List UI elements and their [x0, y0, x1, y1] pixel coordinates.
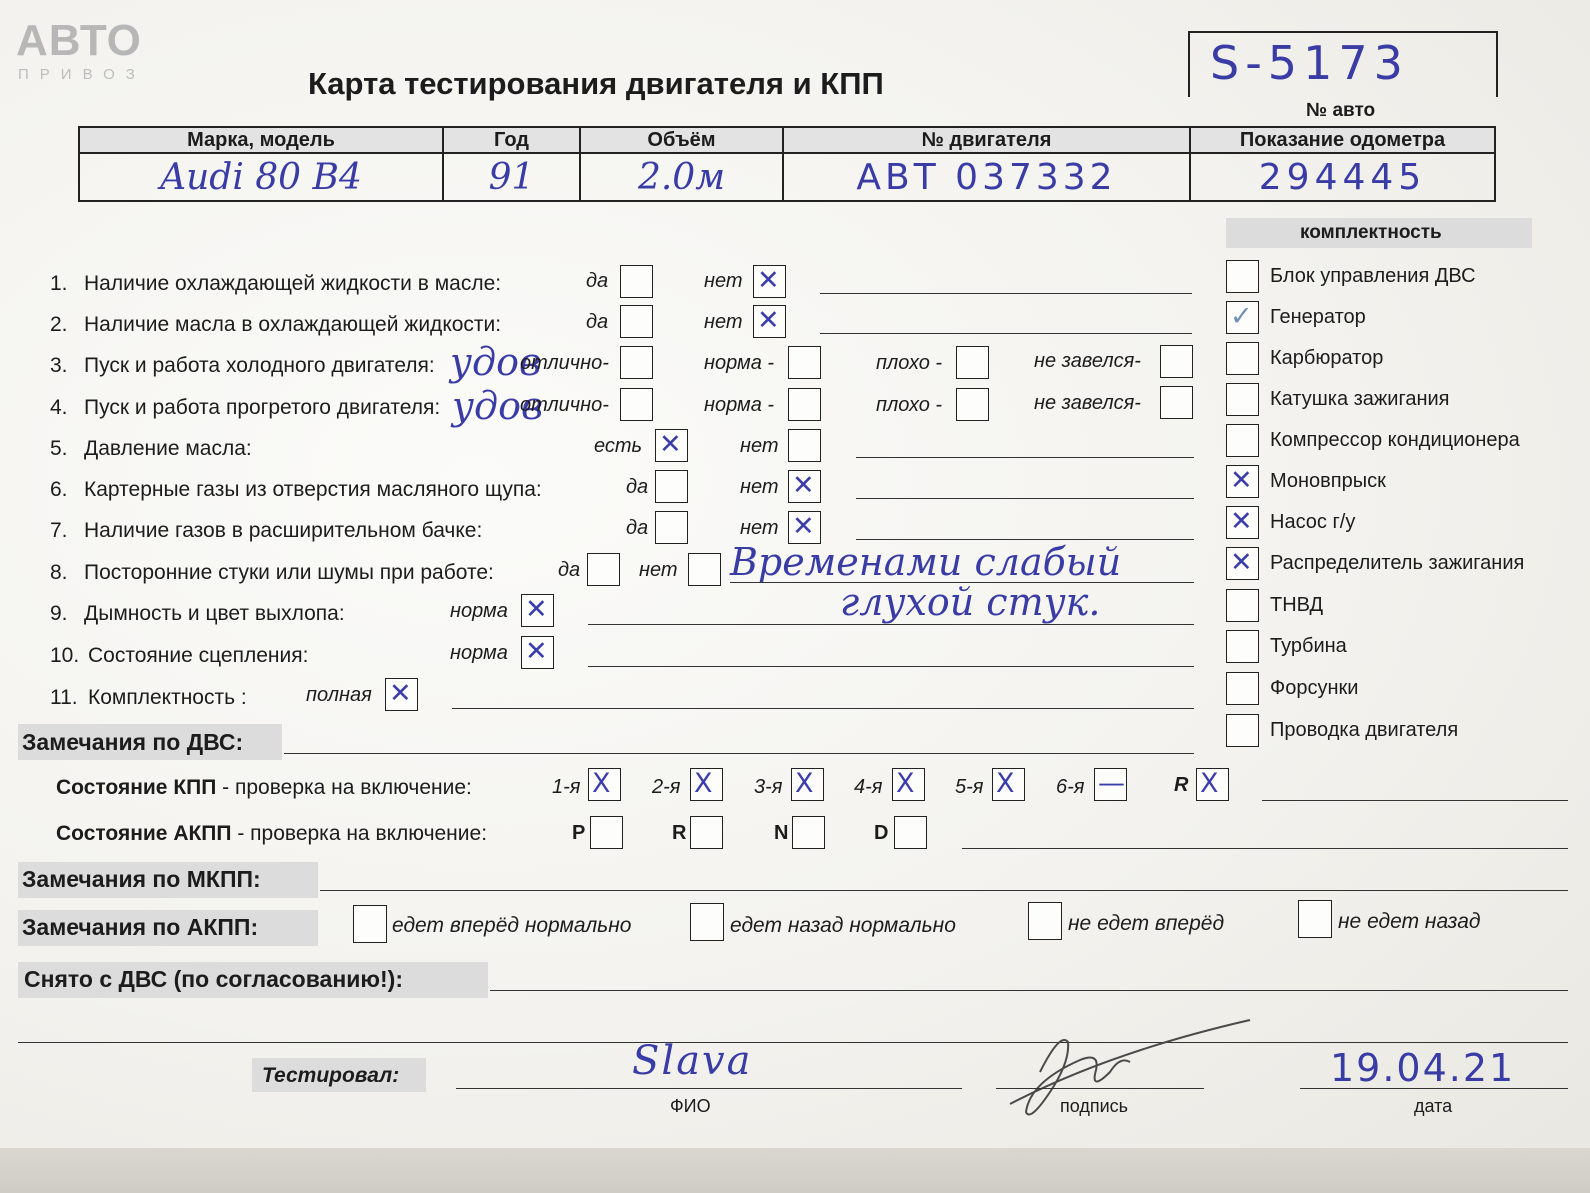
kpp-label: Состояние КПП - проверка на включение:	[56, 776, 472, 799]
value-year: 91	[488, 156, 535, 198]
check-5-absent-box[interactable]	[788, 429, 821, 462]
check-11-num: 11.	[50, 686, 78, 709]
check-8-no-box[interactable]	[688, 553, 721, 586]
col-odometer: Показание одометра	[1190, 127, 1495, 153]
check-4-label: Пуск и работа прогретого двигателя:	[84, 396, 441, 419]
check-8-label: Посторонние стуки или шумы при работе:	[84, 561, 494, 584]
check-3-opt-bad: плохо -	[876, 352, 943, 374]
value-odometer: 294445	[1258, 156, 1427, 198]
check-2-no-box[interactable]	[753, 305, 786, 338]
gear-5-label: 5-я	[955, 776, 984, 798]
check-11-label: Комплектность :	[88, 686, 247, 709]
checkmark-icon: ✕	[1230, 506, 1253, 537]
check-3-opt-excellent: отлично-	[520, 352, 609, 374]
check-5-line	[856, 457, 1194, 458]
page-title: Карта тестирования двигателя и КПП	[308, 66, 884, 101]
check-7-opt-no: нет	[740, 517, 779, 539]
akpp-label: Состояние АКПП - проверка на включение:	[56, 822, 488, 845]
check-1-label: Наличие охлаждающей жидкости в масле:	[84, 272, 502, 295]
mkpp-line	[320, 890, 1568, 891]
gear-4-box[interactable]	[892, 768, 925, 801]
value-engine-no: ABT 037332	[856, 156, 1117, 198]
extra-line	[18, 1042, 1568, 1043]
check-9-line	[588, 624, 1194, 625]
removed-label: Снято с ДВС (по согласованию!):	[24, 966, 403, 992]
check-6-opt-no: нет	[740, 476, 779, 498]
check-2-line	[820, 333, 1192, 334]
gear-1-box[interactable]	[588, 768, 621, 801]
completeness-box-8[interactable]	[1226, 547, 1259, 580]
akpp-line	[962, 848, 1568, 849]
check-3-opt-normal: норма -	[704, 352, 775, 374]
engine-remarks-label: Замечания по ДВС:	[22, 729, 244, 755]
check-1-no-box[interactable]	[753, 265, 786, 298]
check-5-opt-absent: нет	[740, 435, 779, 457]
gear-6-box[interactable]	[1094, 768, 1127, 801]
check-3-num: 3.	[50, 354, 68, 377]
signature-label: подпись	[1060, 1096, 1129, 1116]
completeness-item-5: Компрессор кондиционера	[1270, 429, 1520, 451]
completeness-box-7[interactable]	[1226, 506, 1259, 539]
check-8-opt-no: нет	[639, 559, 678, 581]
check-9-opt-normal: норма	[450, 600, 508, 622]
check-3-note: удов	[450, 340, 542, 384]
completeness-box-2[interactable]	[1226, 301, 1259, 334]
akpp-mode-d-box[interactable]	[894, 816, 927, 849]
check-2-opt-yes: да	[586, 311, 609, 333]
checkmark-icon: X	[1200, 768, 1219, 799]
check-7-num: 7.	[50, 519, 68, 542]
akpp-mode-n-box[interactable]	[792, 816, 825, 849]
checkmark-icon: ✓	[1230, 301, 1253, 332]
checkmark-icon: ✕	[757, 305, 780, 336]
check-1-num: 1.	[50, 272, 68, 295]
check-4-excellent-box[interactable]	[620, 388, 653, 421]
akpp-remarks-label: Замечания по АКПП:	[22, 914, 259, 940]
completeness-box-10[interactable]	[1226, 630, 1259, 663]
check-2-label: Наличие масла в охлаждающей жидкости:	[84, 313, 502, 336]
gear-3-label: 3-я	[754, 776, 783, 798]
fio-label: ФИО	[670, 1096, 711, 1116]
akpp-mode-r-label: R	[672, 822, 687, 844]
check-10-normal-box[interactable]	[521, 636, 554, 669]
completeness-item-8: Распределитель зажигания	[1270, 552, 1525, 574]
value-volume: 2.0м	[637, 156, 726, 198]
check-1-yes-box[interactable]	[620, 265, 653, 298]
kpp-line	[1262, 800, 1568, 801]
checkmark-icon: X	[996, 768, 1015, 799]
completeness-item-10: Турбина	[1270, 635, 1347, 657]
akpp-mode-p-label: P	[572, 822, 586, 844]
check-1-opt-no: нет	[704, 270, 743, 292]
logo-sub: ПРИВОЗ	[18, 66, 146, 83]
gear-r-box[interactable]	[1196, 768, 1229, 801]
check-3-excellent-box[interactable]	[620, 346, 653, 379]
check-10-label: Состояние сцепления:	[88, 644, 309, 667]
checkmark-icon: ✕	[525, 594, 548, 625]
check-8-yes-box[interactable]	[587, 553, 620, 586]
akpp-option-3-box[interactable]	[1028, 902, 1062, 940]
gear-6-label: 6-я	[1056, 776, 1085, 798]
checkmark-icon: ✕	[525, 636, 548, 667]
completeness-item-12: Проводка двигателя	[1270, 719, 1459, 741]
check-1-line	[820, 293, 1192, 294]
test-date: 19.04.21	[1330, 1046, 1516, 1090]
check-10-line	[588, 666, 1194, 667]
gear-4-label: 4-я	[854, 776, 883, 798]
check-6-opt-yes: да	[626, 476, 649, 498]
check-3-not-started-box[interactable]	[1160, 345, 1193, 378]
dash-icon: —	[1098, 768, 1125, 799]
col-volume: Объём	[580, 127, 783, 153]
gear-r-label: R	[1174, 774, 1189, 796]
check-4-not-started-box[interactable]	[1160, 386, 1193, 419]
check-7-opt-yes: да	[626, 517, 649, 539]
check-10-opt-normal: норма	[450, 642, 508, 664]
checkmark-icon: X	[795, 768, 814, 799]
checkmark-icon: X	[896, 768, 915, 799]
akpp-mode-d-label: D	[874, 822, 889, 844]
gear-5-box[interactable]	[992, 768, 1025, 801]
check-11-line	[452, 708, 1194, 709]
check-2-yes-box[interactable]	[620, 305, 653, 338]
check-5-present-box[interactable]	[655, 429, 688, 462]
completeness-item-3: Карбюратор	[1270, 347, 1384, 369]
tested-label: Тестировал:	[262, 1064, 400, 1087]
completeness-item-7: Насос г/у	[1270, 511, 1356, 533]
checkmark-icon: ✕	[792, 511, 815, 542]
check-3-bad-box[interactable]	[956, 346, 989, 379]
date-line	[1300, 1088, 1568, 1089]
completeness-box-9[interactable]	[1226, 589, 1259, 622]
completeness-item-2: Генератор	[1270, 306, 1366, 328]
completeness-box-12[interactable]	[1226, 714, 1259, 747]
scan-edge	[0, 1148, 1590, 1193]
checkmark-icon: X	[592, 768, 611, 799]
check-9-normal-box[interactable]	[521, 594, 554, 627]
completeness-item-4: Катушка зажигания	[1270, 388, 1450, 410]
checkmark-icon: ✕	[659, 429, 682, 460]
check-11-opt-full: полная	[306, 684, 372, 706]
check-3-opt-not-started: не завелся-	[1034, 350, 1141, 372]
check-10-num: 10.	[50, 644, 80, 667]
completeness-box-3[interactable]	[1226, 342, 1259, 375]
completeness-item-6: Моновпрыск	[1270, 470, 1386, 492]
check-4-note: удов	[452, 384, 544, 428]
check-4-opt-not-started: не завелся-	[1034, 392, 1141, 414]
check-5-num: 5.	[50, 437, 68, 460]
col-make-model: Марка, модель	[79, 127, 443, 153]
signature-line	[996, 1088, 1204, 1089]
col-year: Год	[443, 127, 580, 153]
completeness-item-1: Блок управления ДВС	[1270, 265, 1476, 287]
check-4-bad-box[interactable]	[956, 388, 989, 421]
removed-line	[490, 990, 1568, 991]
akpp-option-1-label: едет вперёд нормально	[392, 914, 632, 937]
gear-2-label: 2-я	[652, 776, 681, 798]
check-8-comment: Временами слабый	[730, 540, 1122, 584]
completeness-box-1[interactable]	[1226, 260, 1259, 293]
check-6-no-box[interactable]	[788, 470, 821, 503]
check-9-comment: глухой стук.	[840, 580, 1101, 624]
akpp-option-2-label: едет назад нормально	[730, 914, 956, 937]
check-8-opt-yes: да	[558, 559, 581, 581]
completeness-title: комплектность	[1300, 222, 1442, 243]
check-6-yes-box[interactable]	[655, 470, 688, 503]
header-table	[78, 126, 1496, 202]
checkmark-icon: ✕	[757, 265, 780, 296]
check-5-opt-present: есть	[594, 435, 643, 457]
car-number-label: № авто	[1306, 100, 1376, 121]
check-9-label: Дымность и цвет выхлопа:	[84, 602, 345, 625]
akpp-option-1-box[interactable]	[353, 905, 387, 943]
checkmark-icon: ✕	[792, 470, 815, 501]
tester-name-line	[456, 1088, 962, 1089]
akpp-mode-n-label: N	[774, 822, 789, 844]
completeness-box-5[interactable]	[1226, 424, 1259, 457]
check-4-opt-normal: норма -	[704, 394, 775, 416]
check-6-label: Картерные газы из отверстия масляного щупа:	[84, 478, 542, 501]
check-2-opt-no: нет	[704, 311, 743, 333]
check-6-num: 6.	[50, 478, 68, 501]
completeness-box-6[interactable]	[1226, 465, 1259, 498]
akpp-option-4-label: не едет назад	[1338, 910, 1481, 933]
car-number-value: S-5173	[1210, 36, 1409, 90]
completeness-box-11[interactable]	[1226, 672, 1259, 705]
check-7-yes-box[interactable]	[655, 511, 688, 544]
akpp-option-2-box[interactable]	[690, 903, 724, 941]
check-3-label: Пуск и работа холодного двигателя:	[84, 354, 435, 377]
completeness-item-11: Форсунки	[1270, 677, 1359, 699]
akpp-mode-p-box[interactable]	[590, 816, 623, 849]
gear-1-label: 1-я	[552, 776, 581, 798]
checkmark-icon: ✕	[389, 678, 412, 709]
value-make-model: Audi 80 B4	[160, 156, 362, 198]
check-3-normal-box[interactable]	[788, 346, 821, 379]
check-5-label: Давление масла:	[84, 437, 252, 460]
checkmark-icon: ✕	[1230, 547, 1253, 578]
checkmark-icon: ✕	[1230, 465, 1253, 496]
logo-brand: АВТО	[16, 16, 142, 65]
check-1-opt-yes: да	[586, 270, 609, 292]
mkpp-remarks-label: Замечания по МКПП:	[22, 866, 261, 892]
akpp-option-3-label: не едет вперёд	[1068, 912, 1225, 935]
check-4-opt-bad: плохо -	[876, 394, 943, 416]
date-label: дата	[1414, 1096, 1453, 1116]
check-4-normal-box[interactable]	[788, 388, 821, 421]
check-8-num: 8.	[50, 561, 68, 584]
check-11-full-box[interactable]	[385, 678, 418, 711]
signature-scribble	[990, 1012, 1280, 1136]
akpp-option-4-box[interactable]	[1298, 900, 1332, 938]
gear-3-box[interactable]	[791, 768, 824, 801]
tester-name: Slava	[632, 1038, 753, 1084]
engine-remarks-line	[284, 753, 1194, 754]
check-2-num: 2.	[50, 313, 68, 336]
checkmark-icon: X	[694, 768, 713, 799]
check-6-line	[856, 498, 1194, 499]
completeness-item-9: ТНВД	[1270, 594, 1324, 616]
check-4-opt-excellent: отлично-	[520, 394, 609, 416]
check-9-num: 9.	[50, 602, 68, 625]
completeness-box-4[interactable]	[1226, 383, 1259, 416]
akpp-mode-r-box[interactable]	[690, 816, 723, 849]
check-4-num: 4.	[50, 396, 68, 419]
col-engine-no: № двигателя	[783, 127, 1190, 153]
gear-2-box[interactable]	[690, 768, 723, 801]
check-7-label: Наличие газов в расширительном бачке:	[84, 519, 483, 542]
